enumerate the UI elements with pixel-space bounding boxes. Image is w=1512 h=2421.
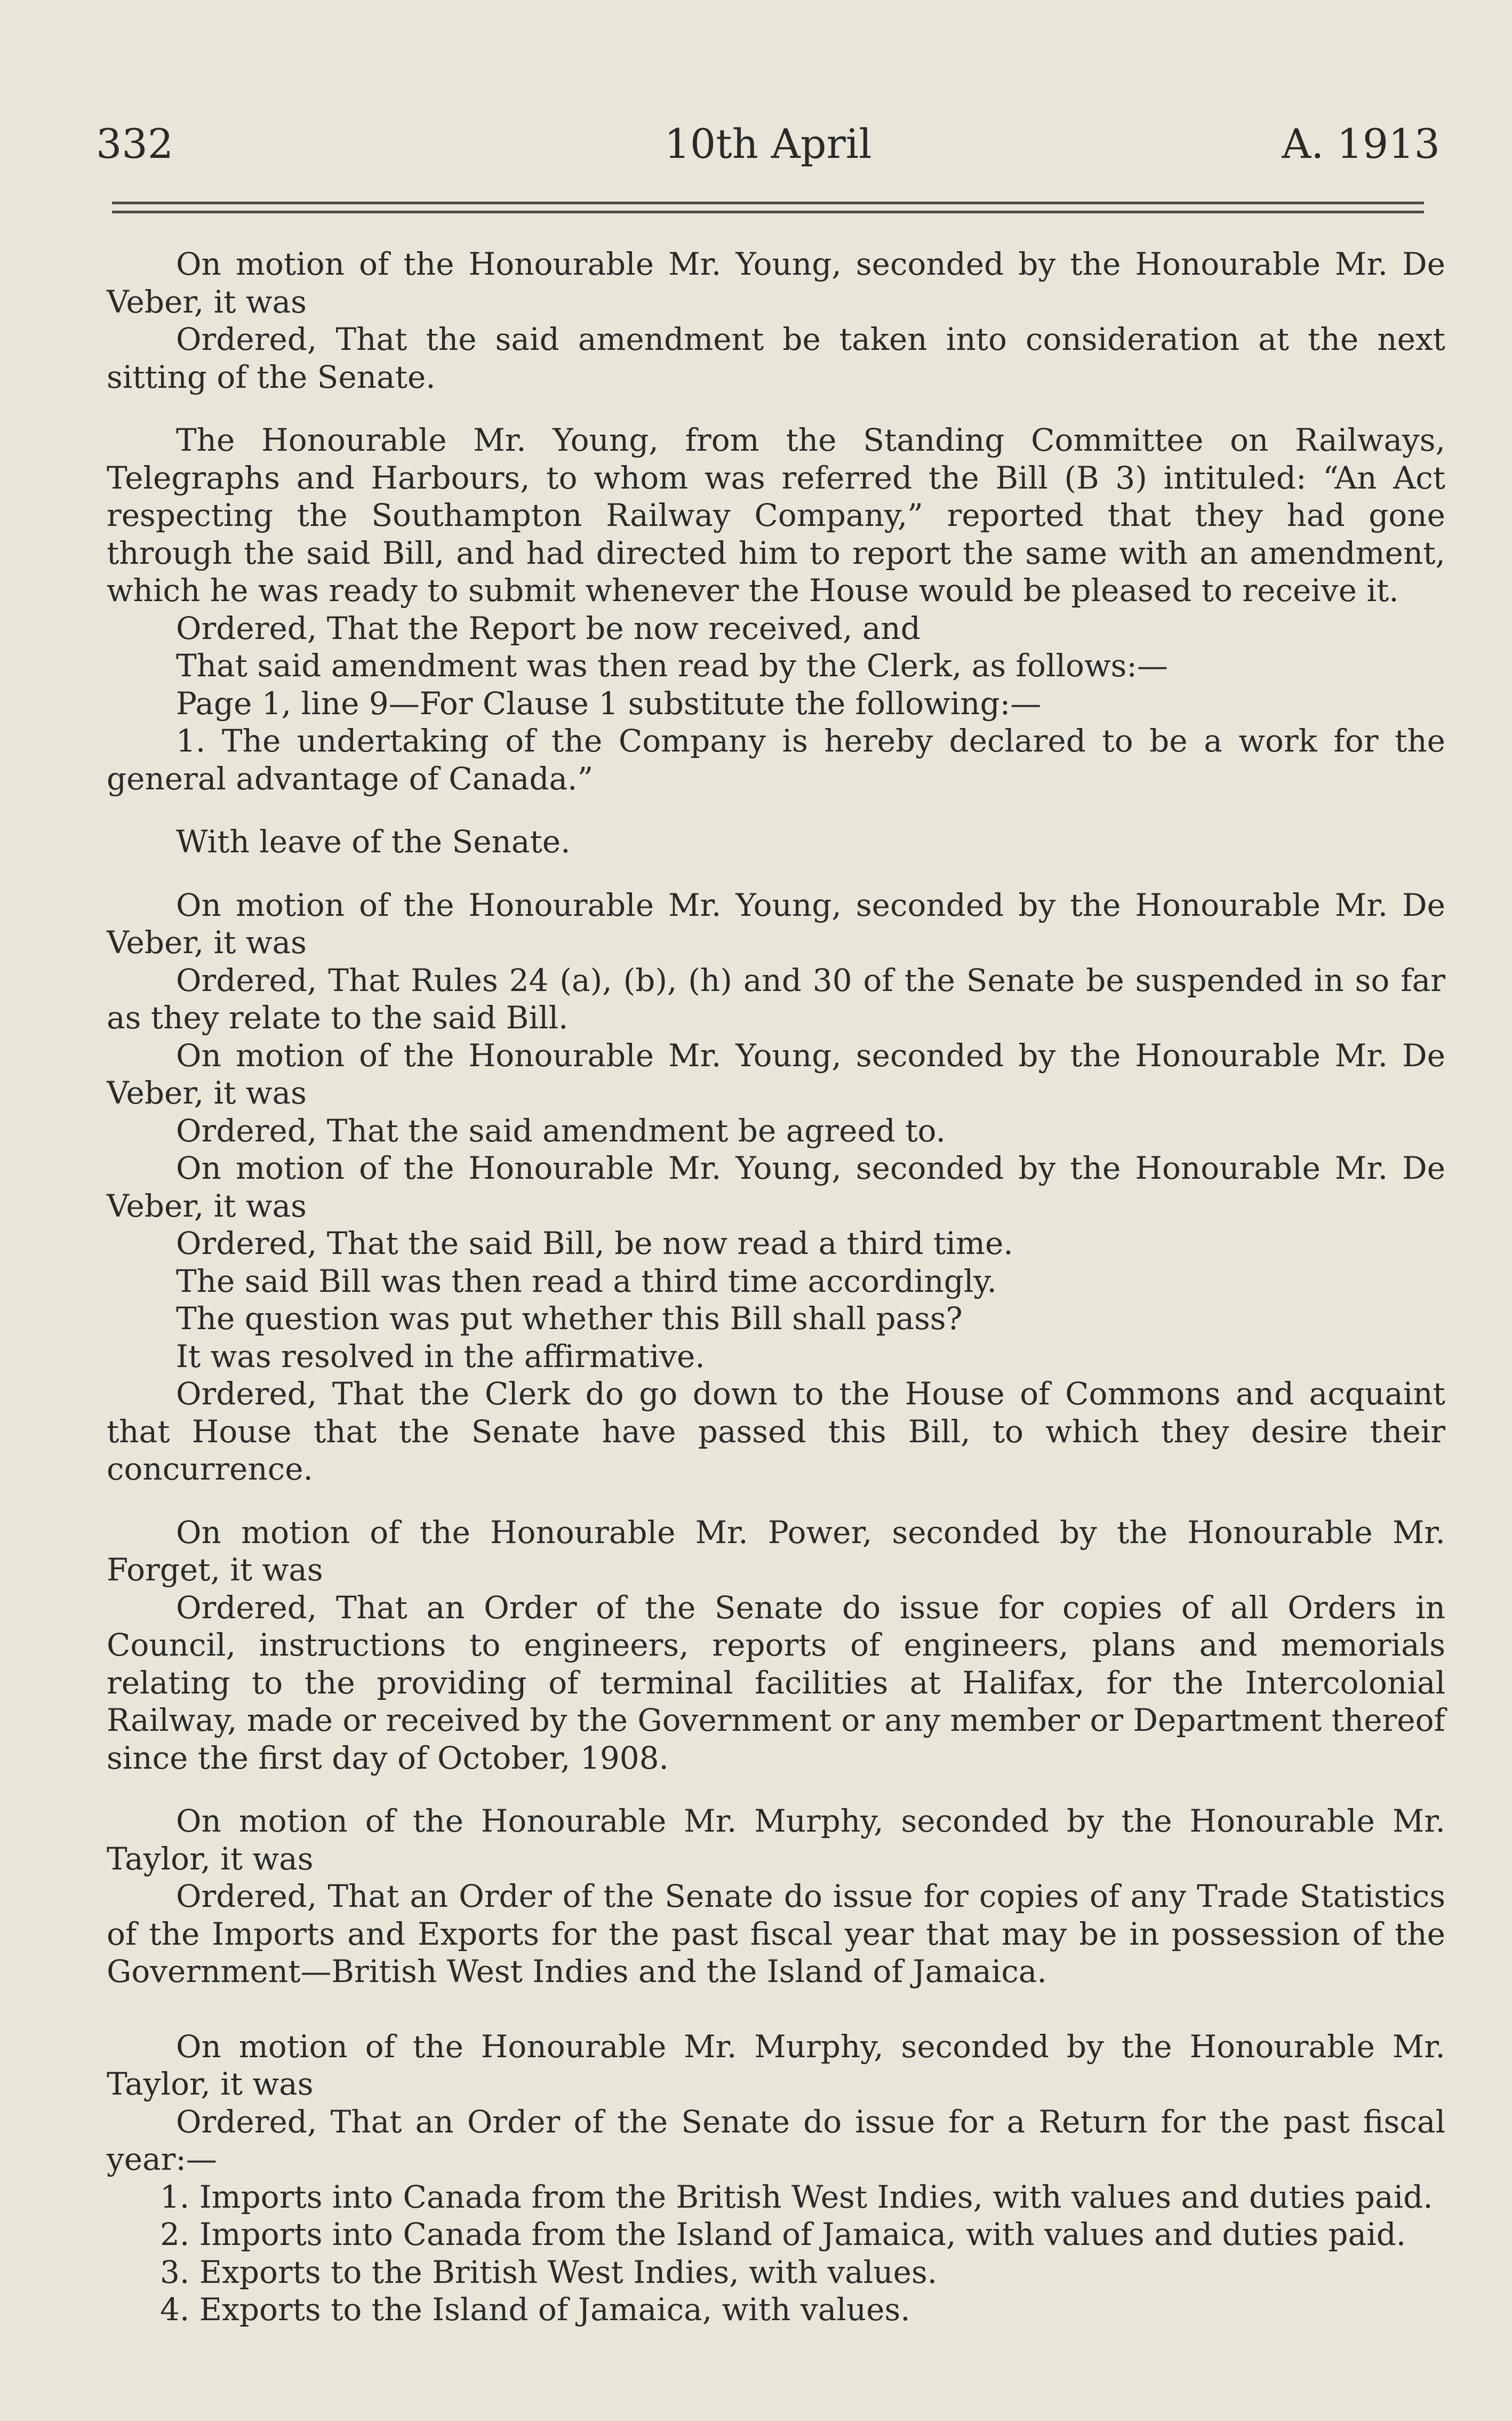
paragraph: That said amendment was then read by the Clerk, as follows:— [176, 648, 1168, 684]
return-item: 4. Exports to the Island of Jamaica, with values. [160, 2291, 910, 2328]
return-item: 3. Exports to the British West Indies, with values. [160, 2254, 938, 2290]
header-year: A. 1913 [1282, 120, 1440, 167]
header-date: 10th April [664, 120, 872, 167]
header-rule-bottom [112, 211, 1424, 213]
paragraph: Ordered, That an Order of the Senate do issue for copies of any Trade Statistics of the Imports and Exports for the past fiscal year that may be in possession of the Government—British West Indies and the Island of Jamaica. [107, 1878, 1445, 1989]
page-number: 332 [96, 120, 174, 167]
paragraph: Ordered, That the Report be now received, and [176, 610, 921, 646]
running-header [96, 115, 1440, 173]
paragraph: Ordered, That Rules 24 (a), (b), (h) and 30 of the Senate be suspended in so far as they relate to the said Bill. [107, 962, 1445, 1036]
paragraph: Ordered, That the said amendment be agreed to. [176, 1112, 946, 1149]
paragraph: Ordered, That the said amendment be taken into consideration at the next sitting of the Senate. [107, 321, 1445, 395]
paragraph: It was resolved in the affirmative. [176, 1338, 705, 1375]
paragraph: On motion of the Honourable Mr. Murphy, seconded by the Honourable Mr. Taylor, it was [107, 2028, 1445, 2102]
paragraph: On motion of the Honourable Mr. Power, seconded by the Honourable Mr. Forget, it was [107, 1514, 1445, 1588]
paragraph: Ordered, That an Order of the Senate do issue for a Return for the past fiscal year:— [107, 2103, 1445, 2177]
header-rule-top [112, 202, 1424, 204]
paragraph: Ordered, That an Order of the Senate do issue for copies of all Orders in Council, instructions to engineers, reports of engineers, plans and memorials relating to the providing of terminal facilities at Halifax, for the Intercolonial Railway, made or received by the Government or any member or Department thereof since the first day of October, 1908. [107, 1589, 1445, 1776]
paragraph: On motion of the Honourable Mr. Murphy, seconded by the Honourable Mr. Taylor, it was [107, 1803, 1445, 1877]
paragraph: On motion of the Honourable Mr. Young, seconded by the Honourable Mr. De Veber, it was [107, 246, 1445, 320]
paragraph: Page 1, line 9—For Clause 1 substitute the following:— [176, 685, 1042, 722]
return-item: 2. Imports into Canada from the Island of Jamaica, with values and duties paid. [160, 2216, 1406, 2252]
return-item: 1. Imports into Canada from the British West Indies, with values and duties paid. [160, 2178, 1433, 2215]
paragraph: The question was put whether this Bill shall pass? [176, 1300, 963, 1337]
paragraph: On motion of the Honourable Mr. Young, seconded by the Honourable Mr. De Veber, it was [107, 1150, 1445, 1224]
paragraph: On motion of the Honourable Mr. Young, seconded by the Honourable Mr. De Veber, it was [107, 1037, 1445, 1111]
paragraph: With leave of the Senate. [176, 824, 571, 860]
paragraph: On motion of the Honourable Mr. Young, seconded by the Honourable Mr. De Veber, it was [107, 886, 1445, 961]
page-body [107, 245, 1445, 2329]
paragraph: 1. The undertaking of the Company is hereby declared to be a work for the general advantage of Canada.” [107, 723, 1445, 797]
paragraph: Ordered, That the Clerk do go down to the House of Commons and acquaint that House that the Senate have passed this Bill, to which they desire their concurrence. [107, 1376, 1445, 1487]
paragraph: The said Bill was then read a third time accordingly. [176, 1263, 997, 1299]
paragraph: Ordered, That the said Bill, be now read a third time. [176, 1225, 1013, 1261]
paragraph: The Honourable Mr. Young, from the Standing Committee on Railways, Telegraphs and Harbours, to whom was referred the Bill (B 3) intituled: “An Act respecting the Southampton Railway Company,” reported that they had gone through the said Bill, and had directed him to report the same with an amendment, which he was ready to submit whenever the House would be pleased to receive it. [107, 422, 1445, 609]
